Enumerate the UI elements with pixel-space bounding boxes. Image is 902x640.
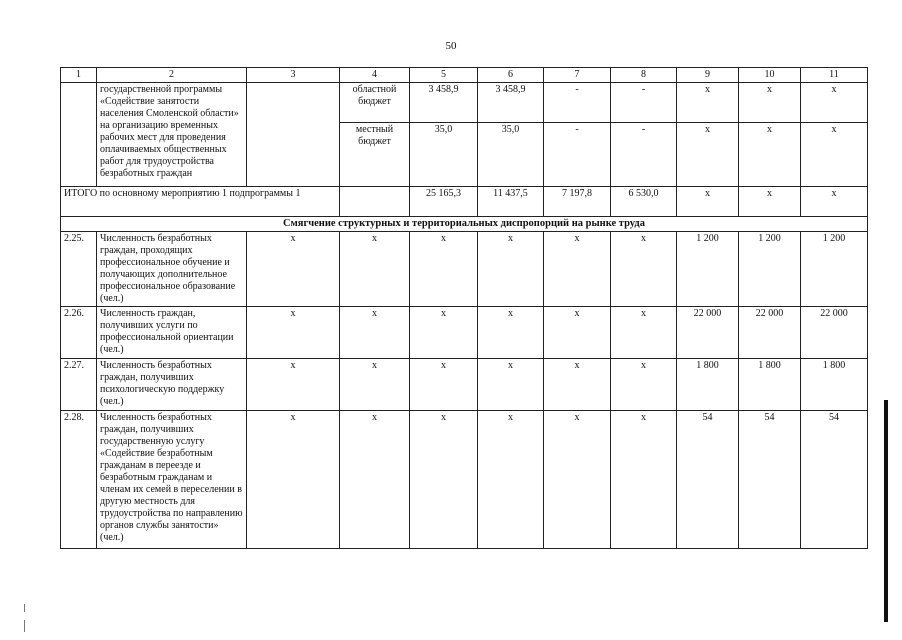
value-cell: х [410, 307, 478, 359]
col-header: 2 [97, 68, 247, 83]
value-cell: х [340, 411, 410, 549]
value-cell: х [739, 83, 801, 123]
program-table [60, 67, 868, 549]
scan-margin-mark [24, 620, 25, 632]
table-row [61, 359, 868, 411]
row-description: Численность безработных граждан, получивших государственную услугу «Содействие безработным гражданам в переезде и безработным гражданам и членам их семей в переселении в другую местность для трудоустройства по направлению органов службы занятости» (чел.) [97, 411, 247, 549]
table-row [61, 232, 868, 307]
value-cell: х [247, 359, 340, 411]
value-cell: - [544, 83, 611, 123]
value-cell: х [677, 123, 739, 187]
value-cell: х [801, 187, 868, 217]
value-cell: - [611, 123, 677, 187]
value-cell: х [340, 307, 410, 359]
value-cell: х [340, 359, 410, 411]
value-cell: х [478, 232, 544, 307]
row-number: 2.25. [61, 232, 97, 307]
value-cell: 54 [739, 411, 801, 549]
value-cell: 3 458,9 [410, 83, 478, 123]
value-cell: 35,0 [410, 123, 478, 187]
value-cell: 1 800 [801, 359, 868, 411]
row-number: 2.26. [61, 307, 97, 359]
scan-margin-mark [24, 604, 25, 612]
col-header: 4 [340, 68, 410, 83]
row-description: Численность безработных граждан, получивших психологическую поддержку (чел.) [97, 359, 247, 411]
value-cell: х [611, 411, 677, 549]
col-header: 6 [478, 68, 544, 83]
empty-cell [247, 83, 340, 187]
row-description: Численность граждан, получивших услуги по профессиональной ориентации (чел.) [97, 307, 247, 359]
value-cell: х [247, 232, 340, 307]
value-cell: х [247, 307, 340, 359]
col-header: 10 [739, 68, 801, 83]
col-header: 7 [544, 68, 611, 83]
value-cell: х [611, 359, 677, 411]
value-cell: 25 165,3 [410, 187, 478, 217]
value-cell: х [247, 411, 340, 549]
table-row [61, 411, 868, 549]
row-description: Численность безработных граждан, проходящих профессиональное обучение и получающих дополнительное профессиональное образование (чел.) [97, 232, 247, 307]
total-label: ИТОГО по основному мероприятию 1 подпрограммы 1 [61, 187, 340, 217]
col-header: 1 [61, 68, 97, 83]
row-number: 2.27. [61, 359, 97, 411]
row-description: государственной программы «Содействие занятости населения Смоленской области» на организацию временных рабочих мест для проведения оплачиваемых общественных работ для трудоустройства безработных граждан [97, 83, 247, 187]
col-header: 5 [410, 68, 478, 83]
table-row [61, 83, 868, 123]
row-number-cell [61, 83, 97, 187]
value-cell: х [677, 187, 739, 217]
value-cell: х [677, 83, 739, 123]
value-cell: 22 000 [801, 307, 868, 359]
value-cell: 22 000 [677, 307, 739, 359]
value-cell: х [340, 232, 410, 307]
table-row [61, 307, 868, 359]
value-cell: 11 437,5 [478, 187, 544, 217]
value-cell: 1 200 [739, 232, 801, 307]
scan-edge-mark [884, 400, 888, 622]
value-cell: х [410, 232, 478, 307]
value-cell: 35,0 [478, 123, 544, 187]
value-cell: 1 200 [677, 232, 739, 307]
value-cell: 1 800 [677, 359, 739, 411]
value-cell: х [801, 83, 868, 123]
value-cell: х [611, 307, 677, 359]
section-title: Смягчение структурных и территориальных диспропорций на рынке труда [61, 217, 868, 232]
value-cell: 54 [677, 411, 739, 549]
value-cell: х [478, 307, 544, 359]
value-cell: х [410, 411, 478, 549]
value-cell: - [544, 123, 611, 187]
page-number: 50 [445, 40, 457, 52]
value-cell: 1 200 [801, 232, 868, 307]
value-cell: х [544, 359, 611, 411]
value-cell: 3 458,9 [478, 83, 544, 123]
column-number-row [61, 68, 868, 83]
funding-source: областной бюджет [340, 83, 410, 123]
value-cell: х [544, 307, 611, 359]
value-cell: х [544, 232, 611, 307]
value-cell: - [611, 83, 677, 123]
value-cell: х [410, 359, 478, 411]
col-header: 11 [801, 68, 868, 83]
col-header: 8 [611, 68, 677, 83]
col-header: 9 [677, 68, 739, 83]
total-row [61, 187, 868, 217]
value-cell: 1 800 [739, 359, 801, 411]
value-cell: 7 197,8 [544, 187, 611, 217]
empty-cell [340, 187, 410, 217]
col-header: 3 [247, 68, 340, 83]
value-cell: х [478, 411, 544, 549]
row-number: 2.28. [61, 411, 97, 549]
value-cell: 54 [801, 411, 868, 549]
value-cell: х [611, 232, 677, 307]
section-row [61, 217, 868, 232]
funding-source: местный бюджет [340, 123, 410, 187]
value-cell: х [739, 123, 801, 187]
value-cell: 6 530,0 [611, 187, 677, 217]
value-cell: х [739, 187, 801, 217]
value-cell: х [801, 123, 868, 187]
value-cell: х [478, 359, 544, 411]
value-cell: 22 000 [739, 307, 801, 359]
value-cell: х [544, 411, 611, 549]
